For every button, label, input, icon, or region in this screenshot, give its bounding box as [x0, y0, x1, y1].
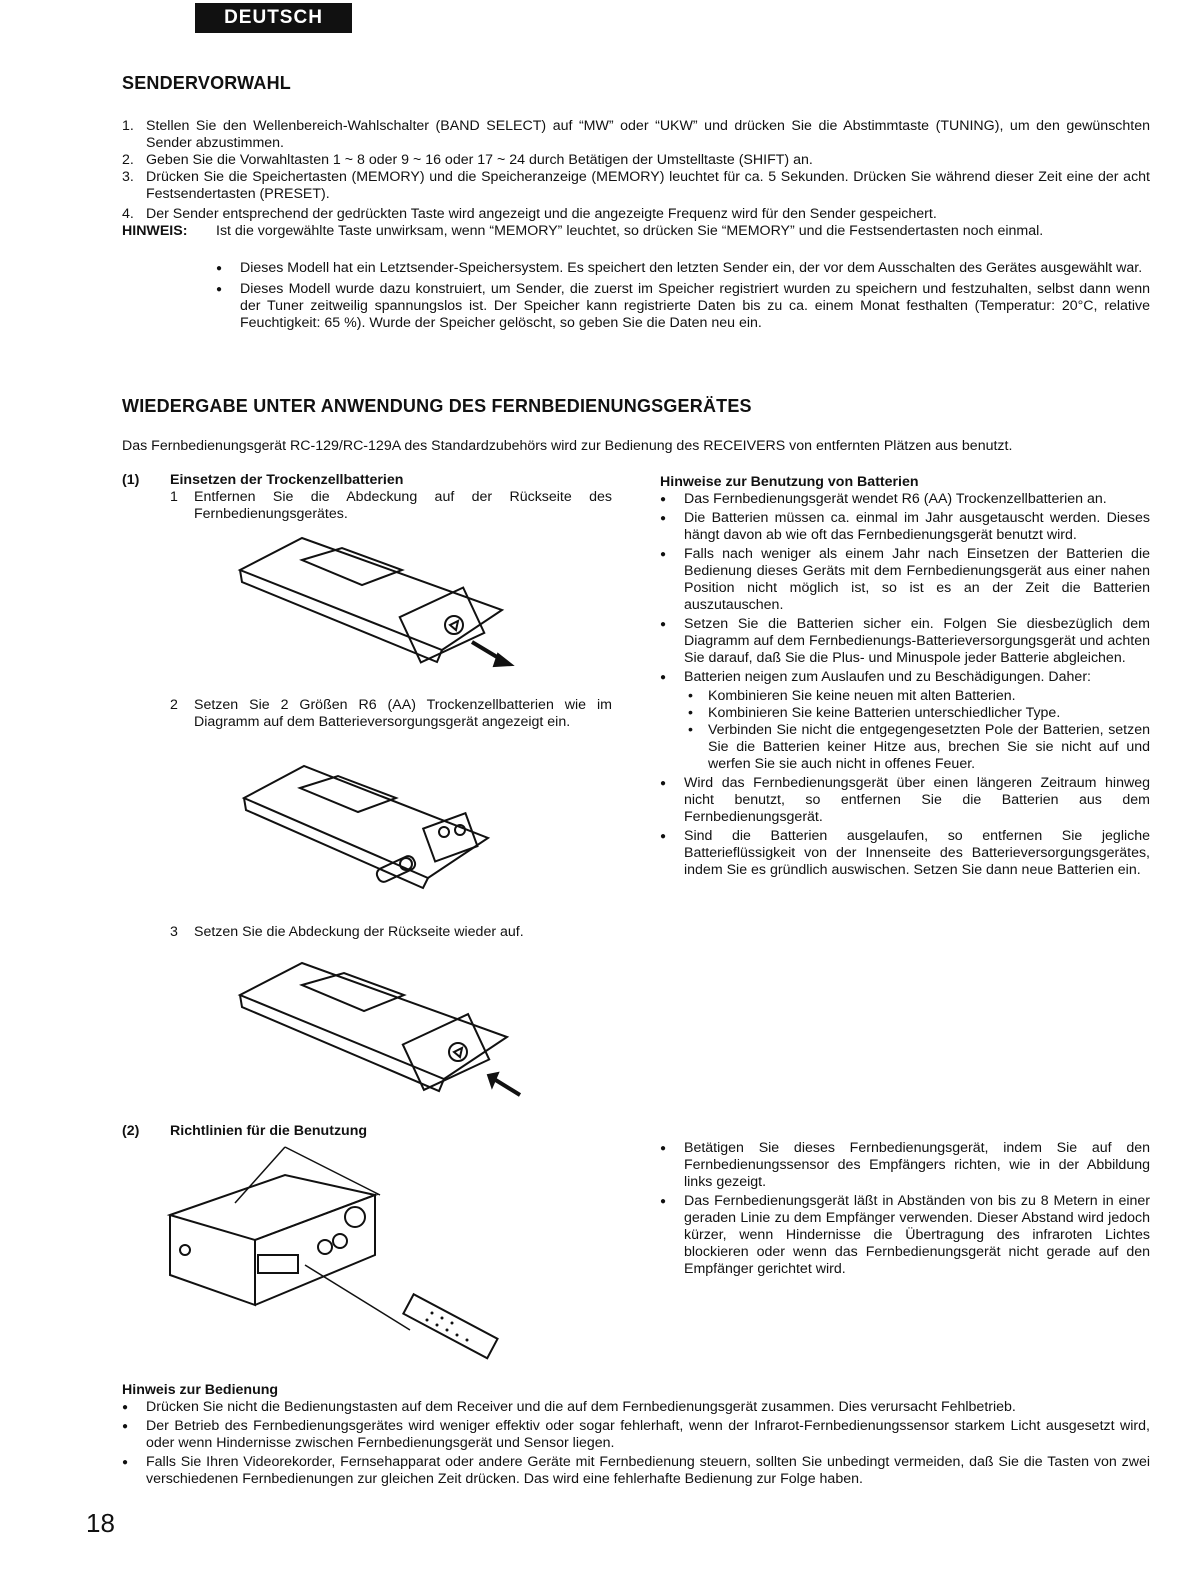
remote-close-cover-illustration [232, 955, 527, 1105]
battery-notes-title: Hinweise zur Benutzung von Batterien [660, 474, 919, 490]
step-number: 3 [170, 924, 178, 940]
step-number: 2 [170, 697, 178, 713]
list-item-number: 1. [122, 118, 134, 134]
hinweis-label: HINWEIS: [122, 223, 188, 239]
list-item-text: Der Sender entsprechend der gedrückten Taste wird angezeigt und die angezeigte Frequenz wird für den Sender gespeichert. [146, 206, 937, 222]
operation-note: ● Falls Sie Ihren Videorekorder, Fernsehapparat oder andere Geräte mit Fernbedienung steuern, sollten Sie unbedingt vermeiden, daß Sie die Tasten von zwei verschiedenen Fernbedienungen zur gleichen Zeit drücken. Das wird eine fehlerhafte Bedienung zur Folge haben. [122, 1454, 1150, 1488]
operation-note: ● Drücken Sie nicht die Bedienungstasten auf dem Receiver und die auf dem Fernbedienungsgerät zusammen. Dies verursacht Fehlbetrieb. [122, 1399, 1150, 1416]
list-item-text: Geben Sie die Vorwahltasten 1 ~ 8 oder 9 ~ 16 oder 17 ~ 24 durch Betätigen der Umstelltaste (SHIFT) an. [146, 152, 813, 168]
section-title-fernbedienung: WIEDERGABE UNTER ANWENDUNG DES FERNBEDIENUNGSGERÄTES [122, 396, 752, 416]
operation-note: ● Der Betrieb des Fernbedienungsgerätes wird weniger effektiv oder sogar fehlerhaft, wenn der Infrarot-Fernbedienungssensor starkem Licht ausgesetzt wird, oder wenn Hindernisse zwischen Fernbedienungsgerät und Sensor liegen. [122, 1418, 1150, 1452]
part-1-title: Einsetzen der Trockenzellbatterien [170, 472, 404, 488]
remote-open-cover-illustration [232, 530, 522, 675]
receiver-remote-usage-illustration [165, 1145, 515, 1370]
list-item-number: 3. [122, 169, 134, 185]
battery-note: ● Falls nach weniger als einem Jahr nach Einsetzen der Batterien die Bedienung dieses Geräts mit dem Fernbedienungsgerät aus einer nahen Position nicht möglich ist, so ist es an der Zeit die Batterien auszutauschen. [660, 546, 1150, 614]
section-title-sendervorwahl: SENDERVORWAHL [122, 73, 291, 93]
battery-subnote: • Kombinieren Sie keine Batterien unterschiedlicher Type. [684, 705, 1150, 722]
battery-note: ● Sind die Batterien ausgelaufen, so entfernen Sie jegliche Batterieflüssigkeit von der Innenseite des Batterieversorgungsgerätes, indem Sie es gründlich auswischen. Setzen Sie dann neue Batterien ein. [660, 828, 1150, 879]
part-2-number: (2) [122, 1123, 140, 1139]
step-text: Setzen Sie 2 Größen R6 (AA) Trockenzellbatterien wie im Diagramm auf dem Batterieversorgungsgerät angezeigt ein. [194, 697, 612, 730]
part-2-title: Richtlinien für die Benutzung [170, 1123, 368, 1139]
hinweis-text: Ist die vorgewählte Taste unwirksam, wenn “MEMORY” leuchtet, so drücken Sie “MEMORY” und die Festsendertasten noch einmal. [216, 223, 1044, 239]
page-number: 18 [86, 1508, 115, 1538]
battery-note: ● Wird das Fernbedienungsgerät über einen längeren Zeitraum hinweg nicht benutzt, so entfernen Sie die Batterien aus dem Fernbedienungsgerät. [660, 775, 1150, 826]
language-tab: DEUTSCH [195, 3, 352, 33]
battery-note: ● Die Batterien müssen ca. einmal im Jahr ausgetauscht werden. Dieses hängt davon ab wie oft das Fernbedienungsgerät benutzt wird. [660, 510, 1150, 544]
step-text: Setzen Sie die Abdeckung der Rückseite wieder auf. [194, 924, 524, 940]
battery-subnote: • Verbinden Sie nicht die entgegengesetzten Pole der Batterien, setzen Sie die Batterien keiner Hitze aus, brechen Sie sie nicht auf und werfen Sie sie auch nicht in offenes Feuer. [684, 722, 1150, 773]
battery-subnote: • Kombinieren Sie keine neuen mit alten Batterien. [684, 688, 1150, 705]
list-item-text: Drücken Sie die Speichertasten (MEMORY) und die Speicheranzeige (MEMORY) leuchtet für ca. 5 Sekunden. Drücken Sie während dieser Zeit eine der acht Festsendertasten (PRESET). [146, 169, 1150, 202]
battery-note: ● Batterien neigen zum Auslaufen und zu Beschädigungen. Daher: [660, 669, 1150, 686]
step-text: Entfernen Sie die Abdeckung auf der Rückseite des Fernbedienungsgerätes. [194, 489, 612, 522]
usage-note: ● Das Fernbedienungsgerät läßt in Abständen von bis zu 8 Metern in einer geraden Linie zu dem Empfänger verwenden. Dieser Abstand wird jedoch kürzer, wenn Hindernisse die Übertragung des infraroten Lichtes blockieren oder wenn das Fernbedienungsgerät nicht gerade auf den Empfänger gerichtet wird. [660, 1193, 1150, 1278]
battery-note: ● Setzen Sie die Batterien sicher ein. Folgen Sie diesbezüglich dem Diagramm auf dem Fernbedienungs-Batterieversorgungsgerät und achten Sie darauf, daß Sie die Plus- und Minuspole jeder Batterie abgleichen. [660, 616, 1150, 667]
hinweis-bullet: ● Dieses Modell hat ein Letztsender-Speichersystem. Es speichert den letzten Sender ein, der vor dem Ausschalten des Gerätes ausgewählt war. [216, 260, 1150, 277]
part-1-number: (1) [122, 472, 140, 488]
usage-note: ● Betätigen Sie dieses Fernbedienungsgerät, indem Sie auf den Fernbedienungssensor des Empfängers richten, wie in der Abbildung links gezeigt. [660, 1140, 1150, 1191]
step-number: 1 [170, 489, 178, 505]
list-item-number: 4. [122, 206, 134, 222]
list-item-text: Stellen Sie den Wellenbereich-Wahlschalter (BAND SELECT) auf “MW” oder “UKW” und drücken Sie die Abstimmtaste (TUNING), um den gewünschten Sender abzustimmen. [146, 118, 1150, 151]
remote-insert-batteries-illustration [238, 760, 498, 895]
hinweis-bullet: ● Dieses Modell wurde dazu konstruiert, um Sender, die zuerst im Speicher registriert wurden zu speichern und festzuhalten, selbst dann wenn der Tuner zeitweilig spannungslos ist. Der Speicher kann registrierte Daten bis zu ca. einem Monat festhalten (Temperatur: 20°C, relative Feuchtigkeit: 65 %). Wurde der Speicher gelöscht, so geben Sie die Daten neu ein. [216, 281, 1150, 332]
battery-note: ● Das Fernbedienungsgerät wendet R6 (AA) Trockenzellbatterien an. [660, 491, 1150, 508]
operation-notes-title: Hinweis zur Bedienung [122, 1382, 279, 1398]
section-intro: Das Fernbedienungsgerät RC-129/RC-129A des Standardzubehörs wird zur Bedienung des RECEIVERS von entfernten Plätzen aus benutzt. [122, 438, 1013, 454]
list-item-number: 2. [122, 152, 134, 168]
